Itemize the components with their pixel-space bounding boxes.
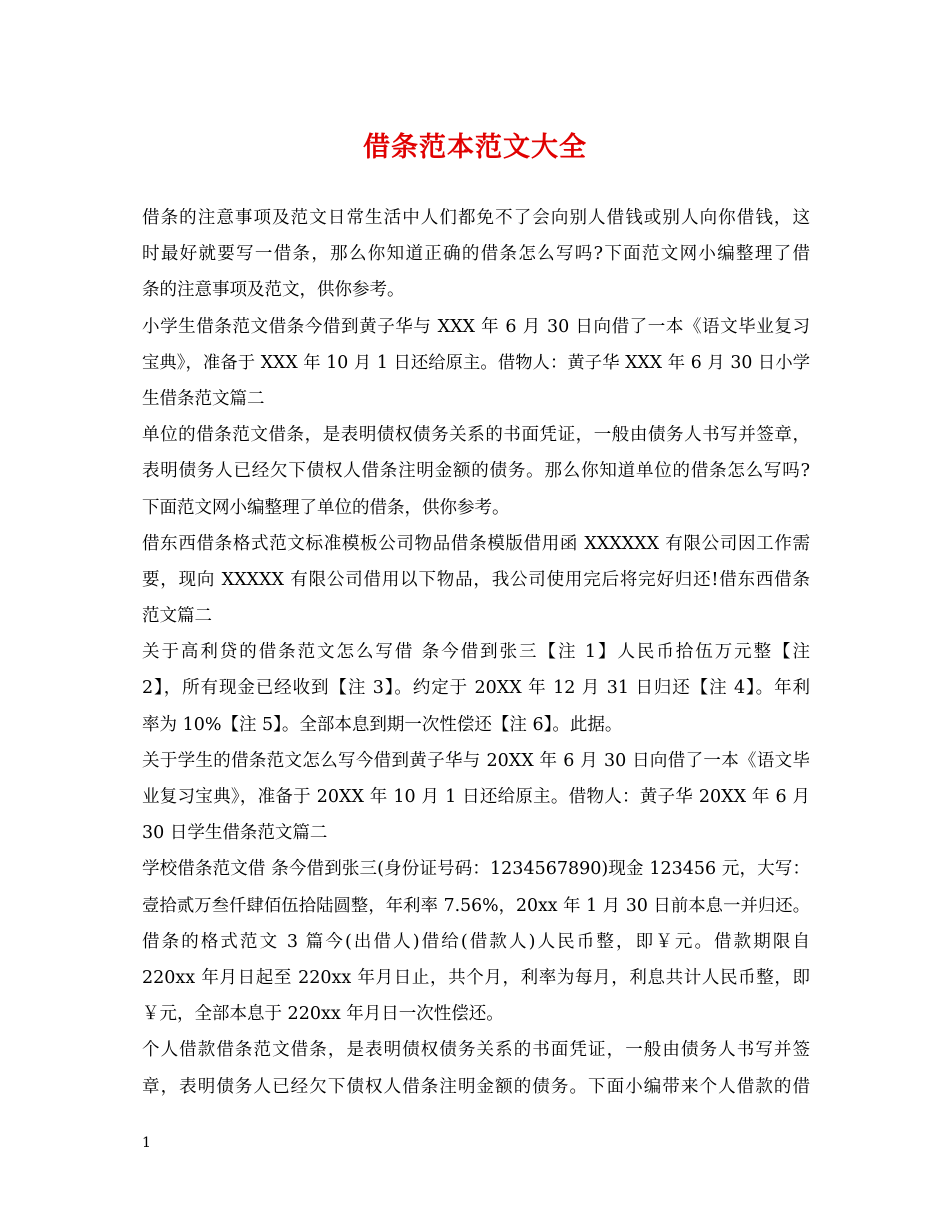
text-line: 借条的注意事项及范文日常生活中人们都免不了会向别人借钱或别人向你借钱，这 (142, 208, 810, 228)
text-line: 220xx 年月日起至 220xx 年月日止，共个月，利率为每月，利息共计人民币整，即 (142, 967, 810, 988)
text-line: 率为 10%【注 5】。全部本息到期一次性偿还【注 6】。此据。 (142, 714, 623, 735)
text-line: 范文篇二 (142, 606, 212, 627)
text-line: ￥元，全部本息于 220xx 年月日一次性偿还。 (142, 1004, 504, 1025)
text-line: 章，表明债务人已经欠下债权人借条注明金额的债务。下面小编带来个人借款的借 (142, 1076, 810, 1097)
text-line: 宝典》，准备于 XXX 年 10 月 1 日还给原主。借物人：黄子华 XXX 年 6 月 30 日小学 (142, 352, 810, 373)
text-line: 要，现向 XXXXX 有限公司借用以下物品，我公司使用完后将完好归还!借东西借条 (142, 569, 810, 590)
text-line: 壹拾贰万叁仟肆佰伍拾陆圆整，年利率 7.56%，20xx 年 1 月 30 日前本息一并归还。 (142, 895, 810, 916)
text-line: 借条的格式范文 3 篇今(出借人)借给(借款人)人民币整，即￥元。借款期限自 (142, 931, 810, 952)
text-line: 条的注意事项及范文，供你参考。 (142, 280, 405, 301)
text-line: 表明债务人已经欠下债权人借条注明金额的债务。那么你知道单位的借条怎么写吗? (142, 461, 810, 482)
text-line: 下面范文网小编整理了单位的借条，供你参考。 (142, 497, 510, 518)
text-line: 借东西借条格式范文标准模板公司物品借条模版借用函 XXXXXX 有限公司因工作需 (142, 533, 810, 554)
text-line: 个人借款借条范文借条，是表明债权债务关系的书面凭证，一般由债务人书写并签 (142, 1040, 810, 1061)
document-body (142, 200, 810, 1105)
text-line: 业复习宝典》，准备于 20XX 年 10 月 1 日还给原主。借物人：黄子华 20XX 年 6 月 (142, 787, 810, 807)
text-line: 关于学生的借条范文怎么写今借到黄子华与 20XX 年 6 月 30 日向借了一本《语文毕 (142, 750, 810, 771)
text-line: 生借条范文篇二 (142, 388, 265, 409)
text-line: 小学生借条范文借条今借到黄子华与 XXX 年 6 月 30 日向借了一本《语文毕业复习 (142, 316, 810, 337)
text-line: 2】，所有现金已经收到【注 3】。约定于 20XX 年 12 月 31 日归还【注 4】。年利 (142, 678, 810, 699)
text-line: 单位的借条范文借条，是表明债权债务关系的书面凭证，一般由债务人书写并签章， (142, 425, 810, 446)
text-line: 学校借条范文借 条今借到张三(身份证号码：1234567890)现金 123456 元，大写： (142, 859, 810, 880)
document-title: 借条范本范文大全 (363, 132, 587, 163)
text-line: 关于高利贷的借条范文怎么写借 条今借到张三【注 1】人民币拾伍万元整【注 (142, 642, 810, 663)
text-line: 30 日学生借条范文篇二 (142, 823, 328, 844)
page-number: 1 (142, 1135, 151, 1151)
text-line: 时最好就要写一借条，那么你知道正确的借条怎么写吗?下面范文网小编整理了借 (142, 244, 810, 265)
